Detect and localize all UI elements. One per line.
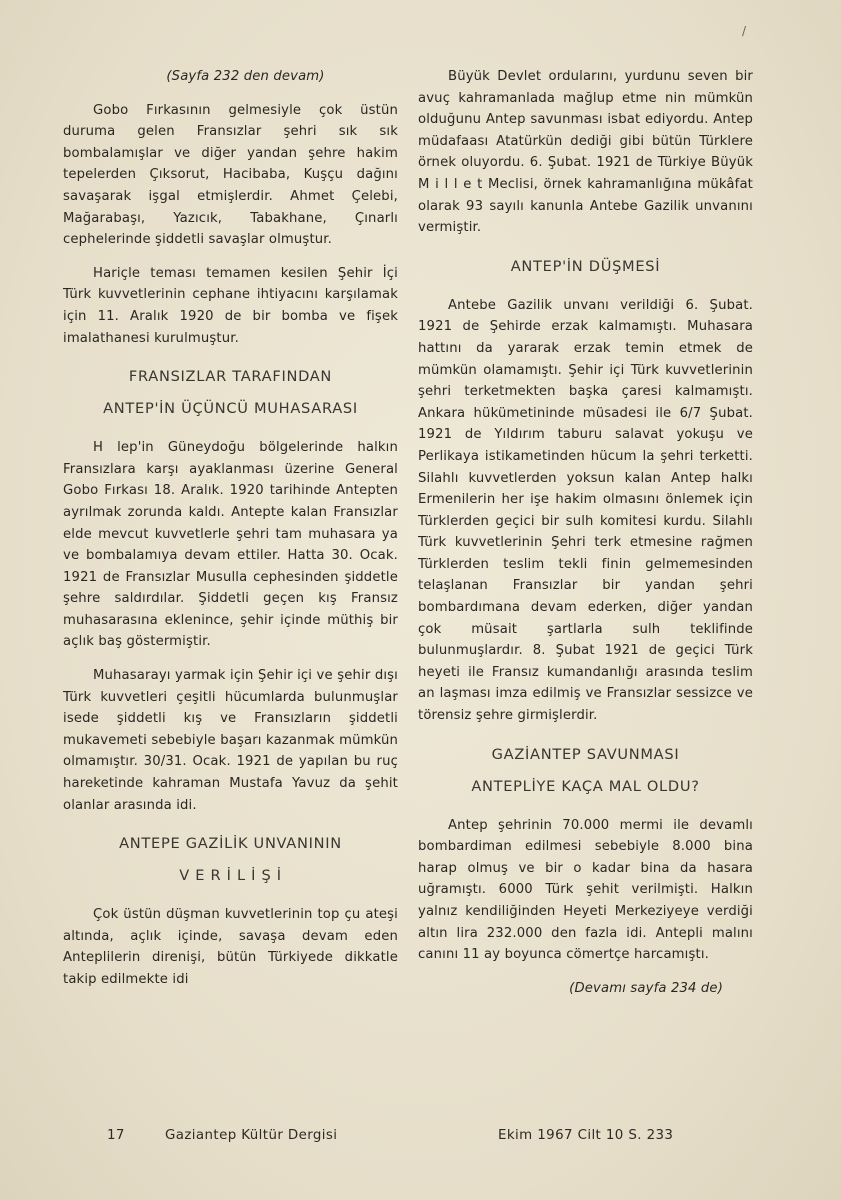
paragraph: H lep'in Güneydoğu bölgelerinde halkın Fransızlara karşı ayaklanması üzerine General Gobo Fırkası 18. Aralık. 1920 tarihinde Antepten ayrılmak zorunda kaldı. Antepte kalan Fransızlar elde mevcut kuvvetlerle şehri tam muhasara ya ve bombalamıya devam ettiler. Hatta 30. Ocak. 1921 de Fransızlar Musulla cephesinden şiddetle şehre saldırdılar. Şiddetli geçen kış Fransız muhasarasına eklenince, şehir içinde müthiş bir açlık baş göstermiştir. — [63, 440, 398, 650]
heading-line: V E R İ L İ Ş İ — [179, 867, 282, 885]
heading-line: ANTEPLİYE KAÇA MAL OLDU? — [471, 777, 700, 795]
left-column — [63, 66, 398, 1003]
heading-line: GAZİANTEP SAVUNMASI — [491, 745, 680, 763]
page-footer — [0, 1128, 841, 1152]
heading-line: ANTEP'İN ÜÇÜNCÜ MUHASARASI — [103, 400, 358, 418]
heading-line: FRANSIZLAR TARAFINDAN — [128, 368, 333, 386]
continued-from-note: (Sayfa 232 den devam) — [166, 69, 325, 84]
section-heading — [418, 251, 753, 283]
page-number: 17 — [107, 1128, 125, 1143]
section-heading — [63, 828, 398, 892]
section-heading — [63, 361, 398, 425]
heading-line: ANTEP'İN DÜŞMESİ — [510, 257, 661, 275]
magazine-title: Gaziantep Kültür Dergisi — [165, 1128, 338, 1143]
paragraph: Antep şehrinin 70.000 mermi ile devamlı bombardiman edilmesi sebebiyle 8.000 bina harap olmuş ve bir o kadar bina da hasara uğramıştı. 6000 Türk şehit verilmişti. Halkın yalnız kendiliğinden Heyeti Merkeziyeye verdiği altın lira 232.000 den fazla idi. Antepli malını canını 11 ay boyunca cömertçe harcamıştı. — [418, 817, 753, 963]
paragraph: Muhasarayı yarmak için Şehir içi ve şehir dışı Türk kuvvetleri çeşitli hücumlarda bulunmuşlar isede şiddetli kış ve Fransızların şiddetli mukavemeti sebebiyle başarı kazanmak mümkün olmamıştır. 30/31. Ocak. 1921 de yapılan bu ruç hareketinde kahraman Mustafa Yavuz da şehit olanlar arasında idi. — [63, 668, 398, 813]
section-heading — [418, 739, 753, 803]
paragraph: Büyük Devlet ordularını, yurdunu seven bir avuç kahramanlada mağlup etme nin mümkün olduğunu Antep savunması isbat ediyordu. Antep müdafaası Atatürkün dediği gibi bütün Türklere örnek oluyordu. 6. Şubat. 1921 de Türkiye Büyük M i l l e t Meclisi, örnek kahramanlığına mükâfat olarak 93 sayılı kanunla Antebe Gazilik unvanını vermiştir. — [418, 69, 753, 236]
continued-on-note: (Devamı sayfa 234 de) — [569, 980, 723, 996]
paragraph: Hariçle teması temamen kesilen Şehir İçi Türk kuvvetlerinin cephane ihtiyacını karşılamak için 11. Aralık 1920 de bir bomba ve fişek imalathanesi kurulmuştur. — [63, 265, 398, 346]
paragraph: Gobo Fırkasının gelmesiyle çok üstün duruma gelen Fransızlar şehri sık sık bombalamışlar ve diğer yandan şehre hakim tepelerden Çıksorut, Hacibaba, Kuşçu dağını savaşarak işgal etmişlerdir. Ahmet Çelebi, Mağarabaşı, Yazıcık, Tabakhane, Çınarlı cephelerinde şiddetli savaşlar olmuştur. — [63, 102, 398, 248]
issue-info: Ekim 1967 Cilt 10 S. 233 — [498, 1128, 674, 1143]
right-column — [418, 66, 753, 1011]
heading-line: ANTEPE GAZİLİK UNVANININ — [119, 835, 342, 853]
paragraph: Çok üstün düşman kuvvetlerinin top çu ateşi altında, açlık içinde, savaşa devam eden Anteplilerin direnişi, bütün Türkiyede dikkatle takip edilmekte idi — [63, 907, 398, 987]
paragraph: Antebe Gazilik unvanı verildiği 6. Şubat. 1921 de Şehirde erzak kalmamıştı. Muhasara hattını da yararak erzak temin etmek de mümkün olamamıştı. Şehir içi Türk kuvvetlerinin şehri terketmekten başka çaresi kalmamıştı. Ankara hükümetininde müsadesi ile 6/7 Şubat. 1921 de Yıldırım taburu salavat yokuşu ve Perlikaya istikametinden hücum la şehri terketti. Silahlı kuvvetlerden yoksun kalan Antep halkı Ermenilerin her işe hakim olmasını önlemek için Türklerden geçici bir sulh komitesi kurdu. Silahlı Türk kuvvetlerinin Şehri terk etmesine rağmen Türklerden teslim tekli finin gelmemesinden telaşlanan Fransızlar bir yandan şehri bombardımana devam ederken, diğer yandan çok müsait şartlarla sulh teklifinde bulunmuşlardır. 8. Şubat 1921 de geçici Türk heyeti ile Fransız kumandanlığı arasında teslim an laşması imza edilmiş ve Fransızlar sessizce ve törensiz şehre girmişlerdir. — [418, 297, 753, 724]
margin-mark: / — [742, 24, 747, 38]
